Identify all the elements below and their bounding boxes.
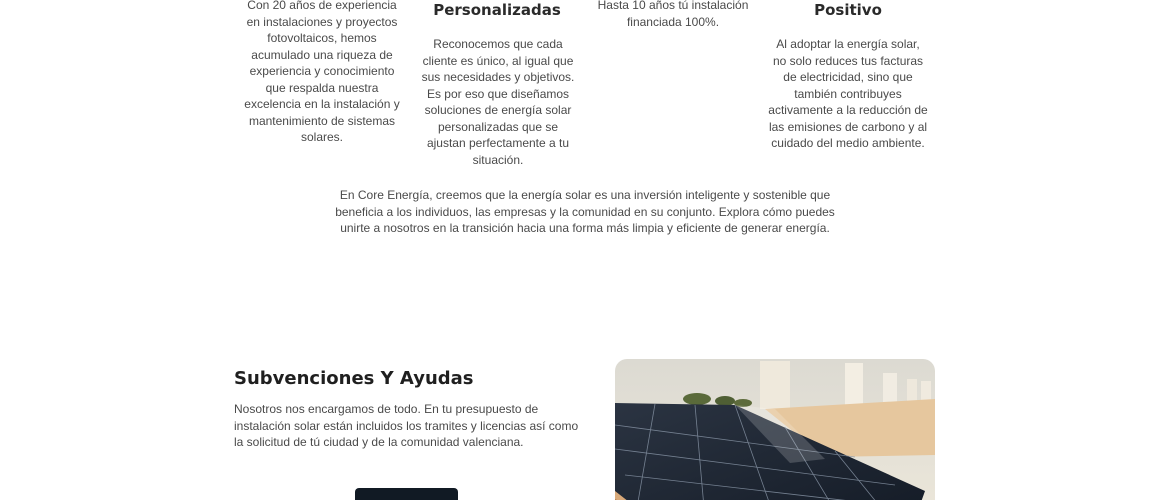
subvenciones-title: Subvenciones Y Ayudas: [234, 368, 474, 389]
subvenciones-button[interactable]: [355, 488, 458, 500]
feature-experience-text: Con 20 años de experiencia en instalaciones y proyectos fotovoltaicos, hemos acumulado una riqueza de experiencia y conocimiento que respalda nuestra excelencia en la instalación y mantenimiento de sistemas solares.: [244, 0, 400, 144]
solar-panels-photo: [615, 359, 935, 500]
intro-paragraph: En Core Energía, creemos que la energía solar es una inversión inteligente y sostenible que beneficia a los individuos, las empresas y la comunidad en su conjunto. Explora cómo puedes unirte a nosotros en la transición hacia una forma más limpia y eficiente de generar energía.: [335, 188, 835, 235]
feature-financiacion-text: Hasta 10 años tú instalación financiada 100%.: [597, 0, 749, 29]
feature-personalizadas-title: Personalizadas: [433, 1, 561, 19]
subvenciones-text: Nosotros nos encargamos de todo. En tu presupuesto de instalación solar están incluidos los tramites y licencias así como la solicitud de tú ciudad y de la comunidad valenciana.: [234, 402, 579, 449]
feature-personalizadas-text: Reconocemos que cada cliente es único, al igual que sus necesidades y objetivos. Es por eso que diseñamos soluciones de energía solar personalizadas que se ajustan perfectamente a tu situación.: [421, 37, 575, 167]
feature-positivo-text: Al adoptar la energía solar, no solo reduces tus facturas de electricidad, sino que también contribuyes activamente a la reducción de las emisiones de carbono y al cuidado del medio ambiente.: [768, 37, 928, 150]
feature-positivo-title: Positivo: [814, 1, 882, 19]
